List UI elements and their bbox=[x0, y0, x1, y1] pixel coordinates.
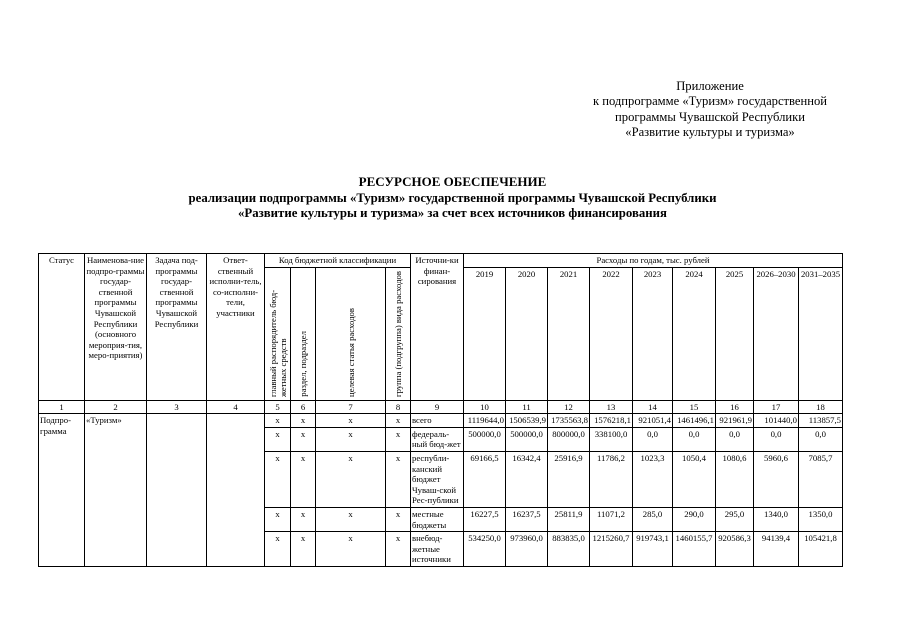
header-bk-article: целевая статья расходов bbox=[316, 267, 386, 400]
value-cell: 1215260,7 bbox=[590, 532, 633, 567]
code-cell: х bbox=[316, 451, 386, 507]
value-cell: 921961,9 bbox=[716, 414, 754, 428]
header-bk-manager: главный распорядитель бюд-жетных средств bbox=[265, 267, 291, 400]
code-cell: х bbox=[291, 427, 316, 451]
header-year: 2021 bbox=[548, 267, 590, 400]
column-number: 9 bbox=[411, 400, 464, 414]
column-number: 8 bbox=[386, 400, 411, 414]
code-cell: х bbox=[316, 427, 386, 451]
header-year: 2020 bbox=[506, 267, 548, 400]
column-number: 6 bbox=[291, 400, 316, 414]
value-cell: 94139,4 bbox=[754, 532, 799, 567]
column-number: 13 bbox=[590, 400, 633, 414]
code-cell: х bbox=[291, 532, 316, 567]
column-number: 1 bbox=[39, 400, 85, 414]
value-cell: 290,0 bbox=[673, 507, 716, 531]
name-cell: «Туризм» bbox=[85, 414, 147, 567]
value-cell: 1023,3 bbox=[633, 451, 673, 507]
document-title: РЕСУРСНОЕ ОБЕСПЕЧЕНИЕ bbox=[358, 174, 547, 189]
value-cell: 920586,3 bbox=[716, 532, 754, 567]
value-cell: 1119644,0 bbox=[464, 414, 506, 428]
value-cell: 285,0 bbox=[633, 507, 673, 531]
value-cell: 0,0 bbox=[754, 427, 799, 451]
code-cell: х bbox=[265, 532, 291, 567]
value-cell: 1460155,7 bbox=[673, 532, 716, 567]
code-cell: х bbox=[265, 414, 291, 428]
value-cell: 11786,2 bbox=[590, 451, 633, 507]
value-cell: 1350,0 bbox=[799, 507, 843, 531]
resource-table bbox=[38, 253, 843, 567]
task-cell bbox=[147, 414, 207, 567]
header-year: 2023 bbox=[633, 267, 673, 400]
value-cell: 1340,0 bbox=[754, 507, 799, 531]
value-cell: 1506539,9 bbox=[506, 414, 548, 428]
value-cell: 25916,9 bbox=[548, 451, 590, 507]
code-cell: х bbox=[386, 507, 411, 531]
header-year: 2022 bbox=[590, 267, 633, 400]
value-cell: 105421,8 bbox=[799, 532, 843, 567]
status-cell: Подпро-грамма bbox=[39, 414, 85, 567]
code-cell: х bbox=[291, 507, 316, 531]
value-cell: 5960,6 bbox=[754, 451, 799, 507]
value-cell: 7085,7 bbox=[799, 451, 843, 507]
column-number: 3 bbox=[147, 400, 207, 414]
header-bk-group: группа (подгруппа) вида расходов bbox=[386, 267, 411, 400]
appendix-block bbox=[560, 79, 860, 141]
source-cell: местные бюджеты bbox=[411, 507, 464, 531]
value-cell: 500000,0 bbox=[464, 427, 506, 451]
value-cell: 0,0 bbox=[633, 427, 673, 451]
header-year: 2025 bbox=[716, 267, 754, 400]
code-cell: х bbox=[265, 451, 291, 507]
header-year: 2019 bbox=[464, 267, 506, 400]
value-cell: 338100,0 bbox=[590, 427, 633, 451]
value-cell: 101440,0 bbox=[754, 414, 799, 428]
column-number: 18 bbox=[799, 400, 843, 414]
value-cell: 919743,1 bbox=[633, 532, 673, 567]
appendix-line: программы Чувашской Республики bbox=[615, 109, 805, 124]
value-cell: 113857,5 bbox=[799, 414, 843, 428]
value-cell: 883835,0 bbox=[548, 532, 590, 567]
value-cell: 0,0 bbox=[799, 427, 843, 451]
header-budget-classification: Код бюджетной классификации bbox=[265, 254, 411, 268]
column-number: 10 bbox=[464, 400, 506, 414]
column-number: 5 bbox=[265, 400, 291, 414]
code-cell: х bbox=[265, 427, 291, 451]
header-responsible: Ответ-ственный исполни-тель, со-исполни-тели, участники bbox=[207, 254, 265, 401]
responsible-cell bbox=[207, 414, 265, 567]
value-cell: 800000,0 bbox=[548, 427, 590, 451]
code-cell: х bbox=[265, 507, 291, 531]
value-cell: 1050,4 bbox=[673, 451, 716, 507]
column-number: 17 bbox=[754, 400, 799, 414]
column-number: 7 bbox=[316, 400, 386, 414]
column-number: 15 bbox=[673, 400, 716, 414]
header-expenses: Расходы по годам, тыс. рублей bbox=[464, 254, 843, 268]
column-number: 4 bbox=[207, 400, 265, 414]
header-bk-section: раздел, подраздел bbox=[291, 267, 316, 400]
header-year: 2026–2030 bbox=[754, 267, 799, 400]
header-row bbox=[39, 254, 843, 268]
header-source: Источни-ки финан-сирования bbox=[411, 254, 464, 401]
header-name: Наименова-ние подпро-граммы государ-ственной программы Чувашской Республики (основного мероприя-тия, меро-приятия) bbox=[85, 254, 147, 401]
code-cell: х bbox=[291, 451, 316, 507]
value-cell: 1080,6 bbox=[716, 451, 754, 507]
column-number: 16 bbox=[716, 400, 754, 414]
source-cell: республи-канский бюджет Чуваш-ской Рес-публики bbox=[411, 451, 464, 507]
header-year: 2031–2035 bbox=[799, 267, 843, 400]
source-cell: внебюд-жетные источники bbox=[411, 532, 464, 567]
column-number: 2 bbox=[85, 400, 147, 414]
code-cell: х bbox=[386, 414, 411, 428]
code-cell: х bbox=[386, 427, 411, 451]
value-cell: 534250,0 bbox=[464, 532, 506, 567]
column-numbers-row bbox=[39, 400, 843, 414]
code-cell: х bbox=[386, 532, 411, 567]
value-cell: 25811,9 bbox=[548, 507, 590, 531]
value-cell: 1576218,1 bbox=[590, 414, 633, 428]
value-cell: 973960,0 bbox=[506, 532, 548, 567]
header-status: Статус bbox=[39, 254, 85, 401]
source-cell: всего bbox=[411, 414, 464, 428]
code-cell: х bbox=[386, 451, 411, 507]
header-year: 2024 bbox=[673, 267, 716, 400]
value-cell: 69166,5 bbox=[464, 451, 506, 507]
column-number: 12 bbox=[548, 400, 590, 414]
value-cell: 1461496,1 bbox=[673, 414, 716, 428]
code-cell: х bbox=[291, 414, 316, 428]
code-cell: х bbox=[316, 532, 386, 567]
appendix-line: к подпрограмме «Туризм» государственной bbox=[592, 94, 828, 109]
code-cell: х bbox=[316, 414, 386, 428]
appendix-line: «Развитие культуры и туризма» bbox=[625, 125, 795, 140]
value-cell: 295,0 bbox=[716, 507, 754, 531]
document-subtitle: реализации подпрограммы «Туризм» государственной программы Чувашской Республики bbox=[188, 191, 717, 205]
column-number: 14 bbox=[633, 400, 673, 414]
header-task: Задача под-программы государ-ственной программы Чувашской Республики bbox=[147, 254, 207, 401]
value-cell: 500000,0 bbox=[506, 427, 548, 451]
source-cell: федераль-ный бюд-жет bbox=[411, 427, 464, 451]
value-cell: 16342,4 bbox=[506, 451, 548, 507]
value-cell: 1735563,8 bbox=[548, 414, 590, 428]
value-cell: 11071,2 bbox=[590, 507, 633, 531]
value-cell: 921051,4 bbox=[633, 414, 673, 428]
value-cell: 16227,5 bbox=[464, 507, 506, 531]
value-cell: 0,0 bbox=[716, 427, 754, 451]
column-number: 11 bbox=[506, 400, 548, 414]
appendix-line: Приложение bbox=[676, 79, 744, 93]
document-subtitle: «Развитие культуры и туризма» за счет всех источников финансирования bbox=[238, 206, 667, 220]
code-cell: х bbox=[316, 507, 386, 531]
value-cell: 16237,5 bbox=[506, 507, 548, 531]
table-row bbox=[39, 414, 843, 428]
value-cell: 0,0 bbox=[673, 427, 716, 451]
